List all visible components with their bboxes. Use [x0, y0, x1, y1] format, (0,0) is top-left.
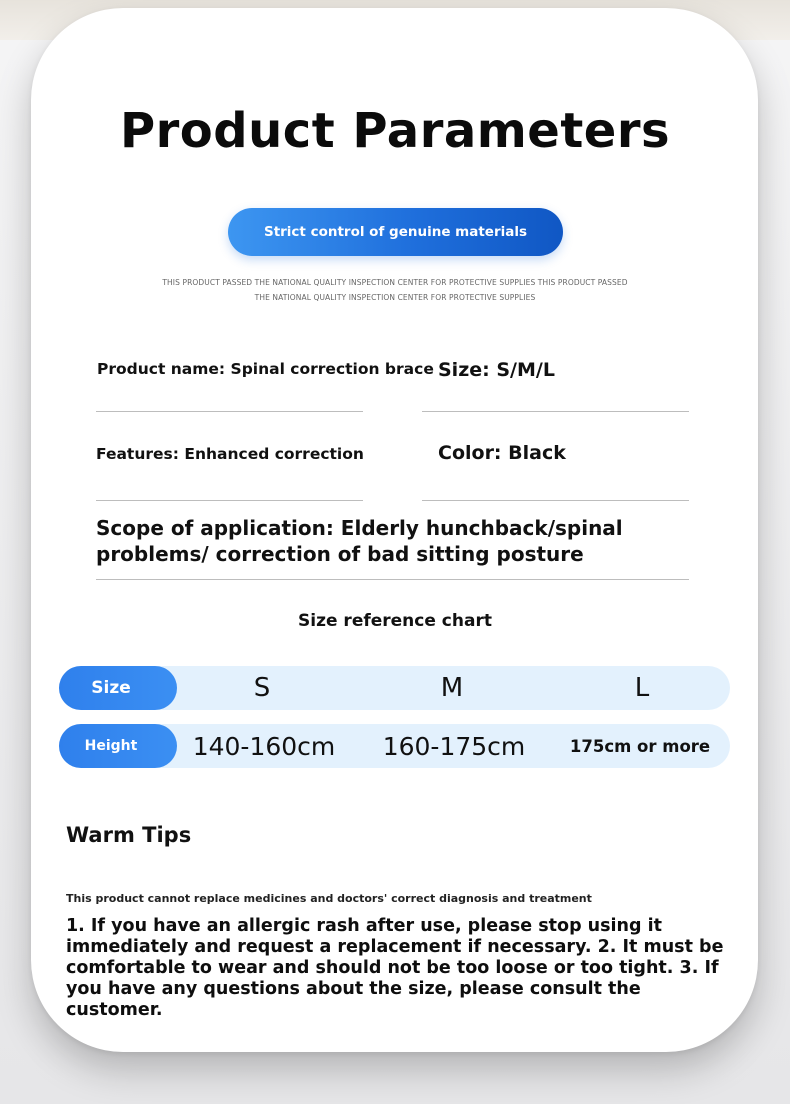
- warm-tips-body: 1. If you have an allergic rash after use, please stop using it immediately and request a replacement if necessary. 2. It must be comfortable to wear and should not be too loose or too tight. 3. If you have any questions about the size, please consult the customer.: [66, 916, 724, 1020]
- size-row-label: Size: [59, 666, 177, 710]
- inspection-fine-print-line-1: THIS PRODUCT PASSED THE NATIONAL QUALITY INSPECTION CENTER FOR PROTECTIVE SUPPLIES THIS PRODUCT PASSED: [162, 278, 628, 287]
- warm-tips-title: Warm Tips: [66, 823, 192, 847]
- height-row-label: Height: [59, 724, 177, 768]
- divider: [96, 579, 689, 580]
- size-cell-m: M: [440, 673, 464, 703]
- page-title: Product Parameters: [119, 103, 671, 159]
- height-cell-m: 160-175cm: [382, 731, 526, 761]
- divider: [422, 411, 689, 412]
- size-row: [59, 666, 730, 710]
- height-row: [59, 724, 730, 768]
- divider: [96, 500, 363, 501]
- spec-product-name: Product name: Spinal correction brace: [97, 360, 434, 378]
- spec-scope-of-application: Scope of application: Elderly hunchback/spinal problems/ correction of bad sitting posture: [96, 516, 623, 566]
- spec-color: Color: Black: [438, 442, 566, 464]
- size-cell-s: S: [253, 673, 271, 703]
- medical-disclaimer: This product cannot replace medicines and doctors' correct diagnosis and treatment: [66, 892, 592, 905]
- divider: [422, 500, 689, 501]
- genuine-materials-banner: Strict control of genuine materials: [228, 208, 563, 256]
- height-cell-s: 140-160cm: [192, 731, 336, 761]
- inspection-fine-print-line-2: THE NATIONAL QUALITY INSPECTION CENTER FOR PROTECTIVE SUPPLIES: [254, 293, 536, 302]
- size-cell-l: L: [634, 673, 650, 703]
- height-cell-l: 175cm or more: [569, 736, 711, 756]
- divider: [96, 411, 363, 412]
- spec-features: Features: Enhanced correction: [96, 445, 364, 463]
- spec-size: Size: S/M/L: [438, 359, 555, 381]
- size-chart-title: Size reference chart: [298, 611, 492, 631]
